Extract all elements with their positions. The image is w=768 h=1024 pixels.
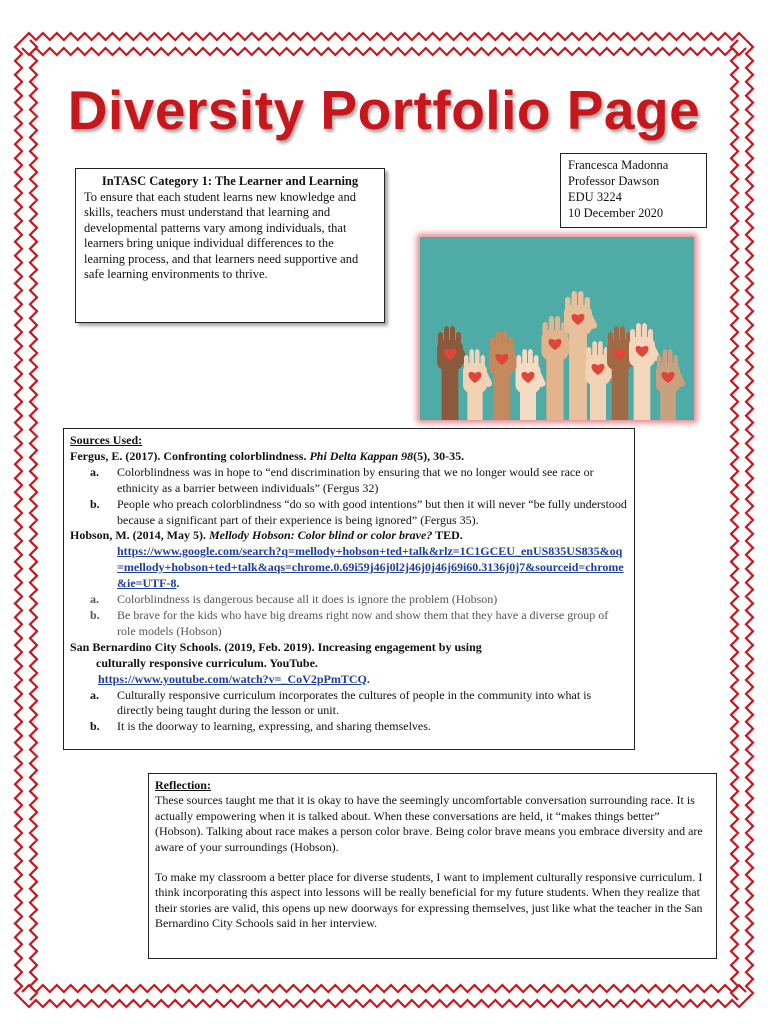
list-item: b. People who preach colorblindness “do so with good intentions” but then it will never “be fully understood because a significant part of their experience is being ignored” (Fergus 35). (90, 496, 627, 527)
sources-box (63, 428, 635, 750)
source-citation-san-bernardino: San Bernardino City Schools. (2019, Feb. 2019). Increasing engagement by using (70, 639, 482, 654)
list-item: a. Colorblindness is dangerous because all it does is ignore the problem (Hobson) (90, 592, 498, 607)
source-citation-san-bernardino-line2: culturally responsive curriculum. YouTube. (96, 655, 318, 670)
intasc-body: To ensure that each student learns new knowledge and skills, teachers must understand that learning and developmental patterns vary among individuals, that learners bring unique individual differences to the learning process, and that learners need supportive and safe learning environments to thrive. (84, 189, 359, 281)
list-item: a. Culturally responsive curriculum incorporates the cultures of people in the community into what is directly being taught during the lesson or unit. (90, 687, 592, 718)
list-item: b. It is the doorway to learning, expressing, and sharing themselves. (90, 719, 431, 734)
reflection-paragraph-1: These sources taught me that it is okay to have the seemingly uncomfortable conversation surrounding race. It is actually empowering when it is talked about. When these conversations are held, it “makes things better” (Hobson). Talking about race makes a person color brave. Being color brave means you embrace diversity and are aware of your surroundings (Hobson). (155, 793, 703, 854)
source-citation-hobson: Hobson, M. (2014, May 5). Mellody Hobson: Color blind or color brave? TED. (70, 528, 463, 543)
reflection-label: Reflection: (155, 778, 211, 792)
page-title: Diversity Portfolio Page (67, 79, 701, 141)
author-info-box (560, 153, 707, 228)
list-item: a. Colorblindness was in hope to “end discrimination by ensuring that we no longer would see race or ethnicity as a barrier between individuals” (Fergus 32) (90, 464, 594, 495)
sources-label: Sources Used: (70, 433, 143, 447)
source-citation-fergus: Fergus, E. (2017). Confronting colorblindness. Phi Delta Kappan 98(5), 30-35. (70, 448, 465, 463)
reflection-box (148, 773, 717, 959)
intasc-category-box (75, 168, 385, 323)
list-item: b. Be brave for the kids who have big dreams right now and show them that they have a diverse group of role models (Hobson) (90, 607, 609, 638)
course-code: EDU 3224 (568, 190, 622, 204)
hobson-source-link[interactable]: https://www.google.com/search?q=mellody+hobson+ted+talk&rlz=1C1GCEU_enUS835US835&oq=mellody+hobson+ted+talk&aqs=chrome.0.69i59j46j0l2j46j0j46j69i60.3136j0j7&sourceid=chrome&ie=UTF-8. (117, 544, 624, 591)
submission-date: 10 December 2020 (568, 206, 664, 220)
intasc-heading: InTASC Category 1: The Learner and Learning (101, 174, 359, 188)
author-name: Francesca Madonna (568, 158, 669, 172)
professor-name: Professor Dawson (568, 174, 660, 188)
raised-hands-with-hearts-icon (420, 237, 694, 420)
reflection-paragraph-2: To make my classroom a better place for diverse students, I want to implement culturally responsive curriculum. I think incorporating this aspect into lessons will be really beneficial for my future students. When they realize that their stories are valid, this opens up new doorways for expressing themselves, just like what the teacher in the San Bernardino City Schools said in her interview. (155, 870, 703, 931)
youtube-source-link[interactable]: https://www.youtube.com/watch?v=_CoV2pPmTCQ. (98, 671, 370, 686)
